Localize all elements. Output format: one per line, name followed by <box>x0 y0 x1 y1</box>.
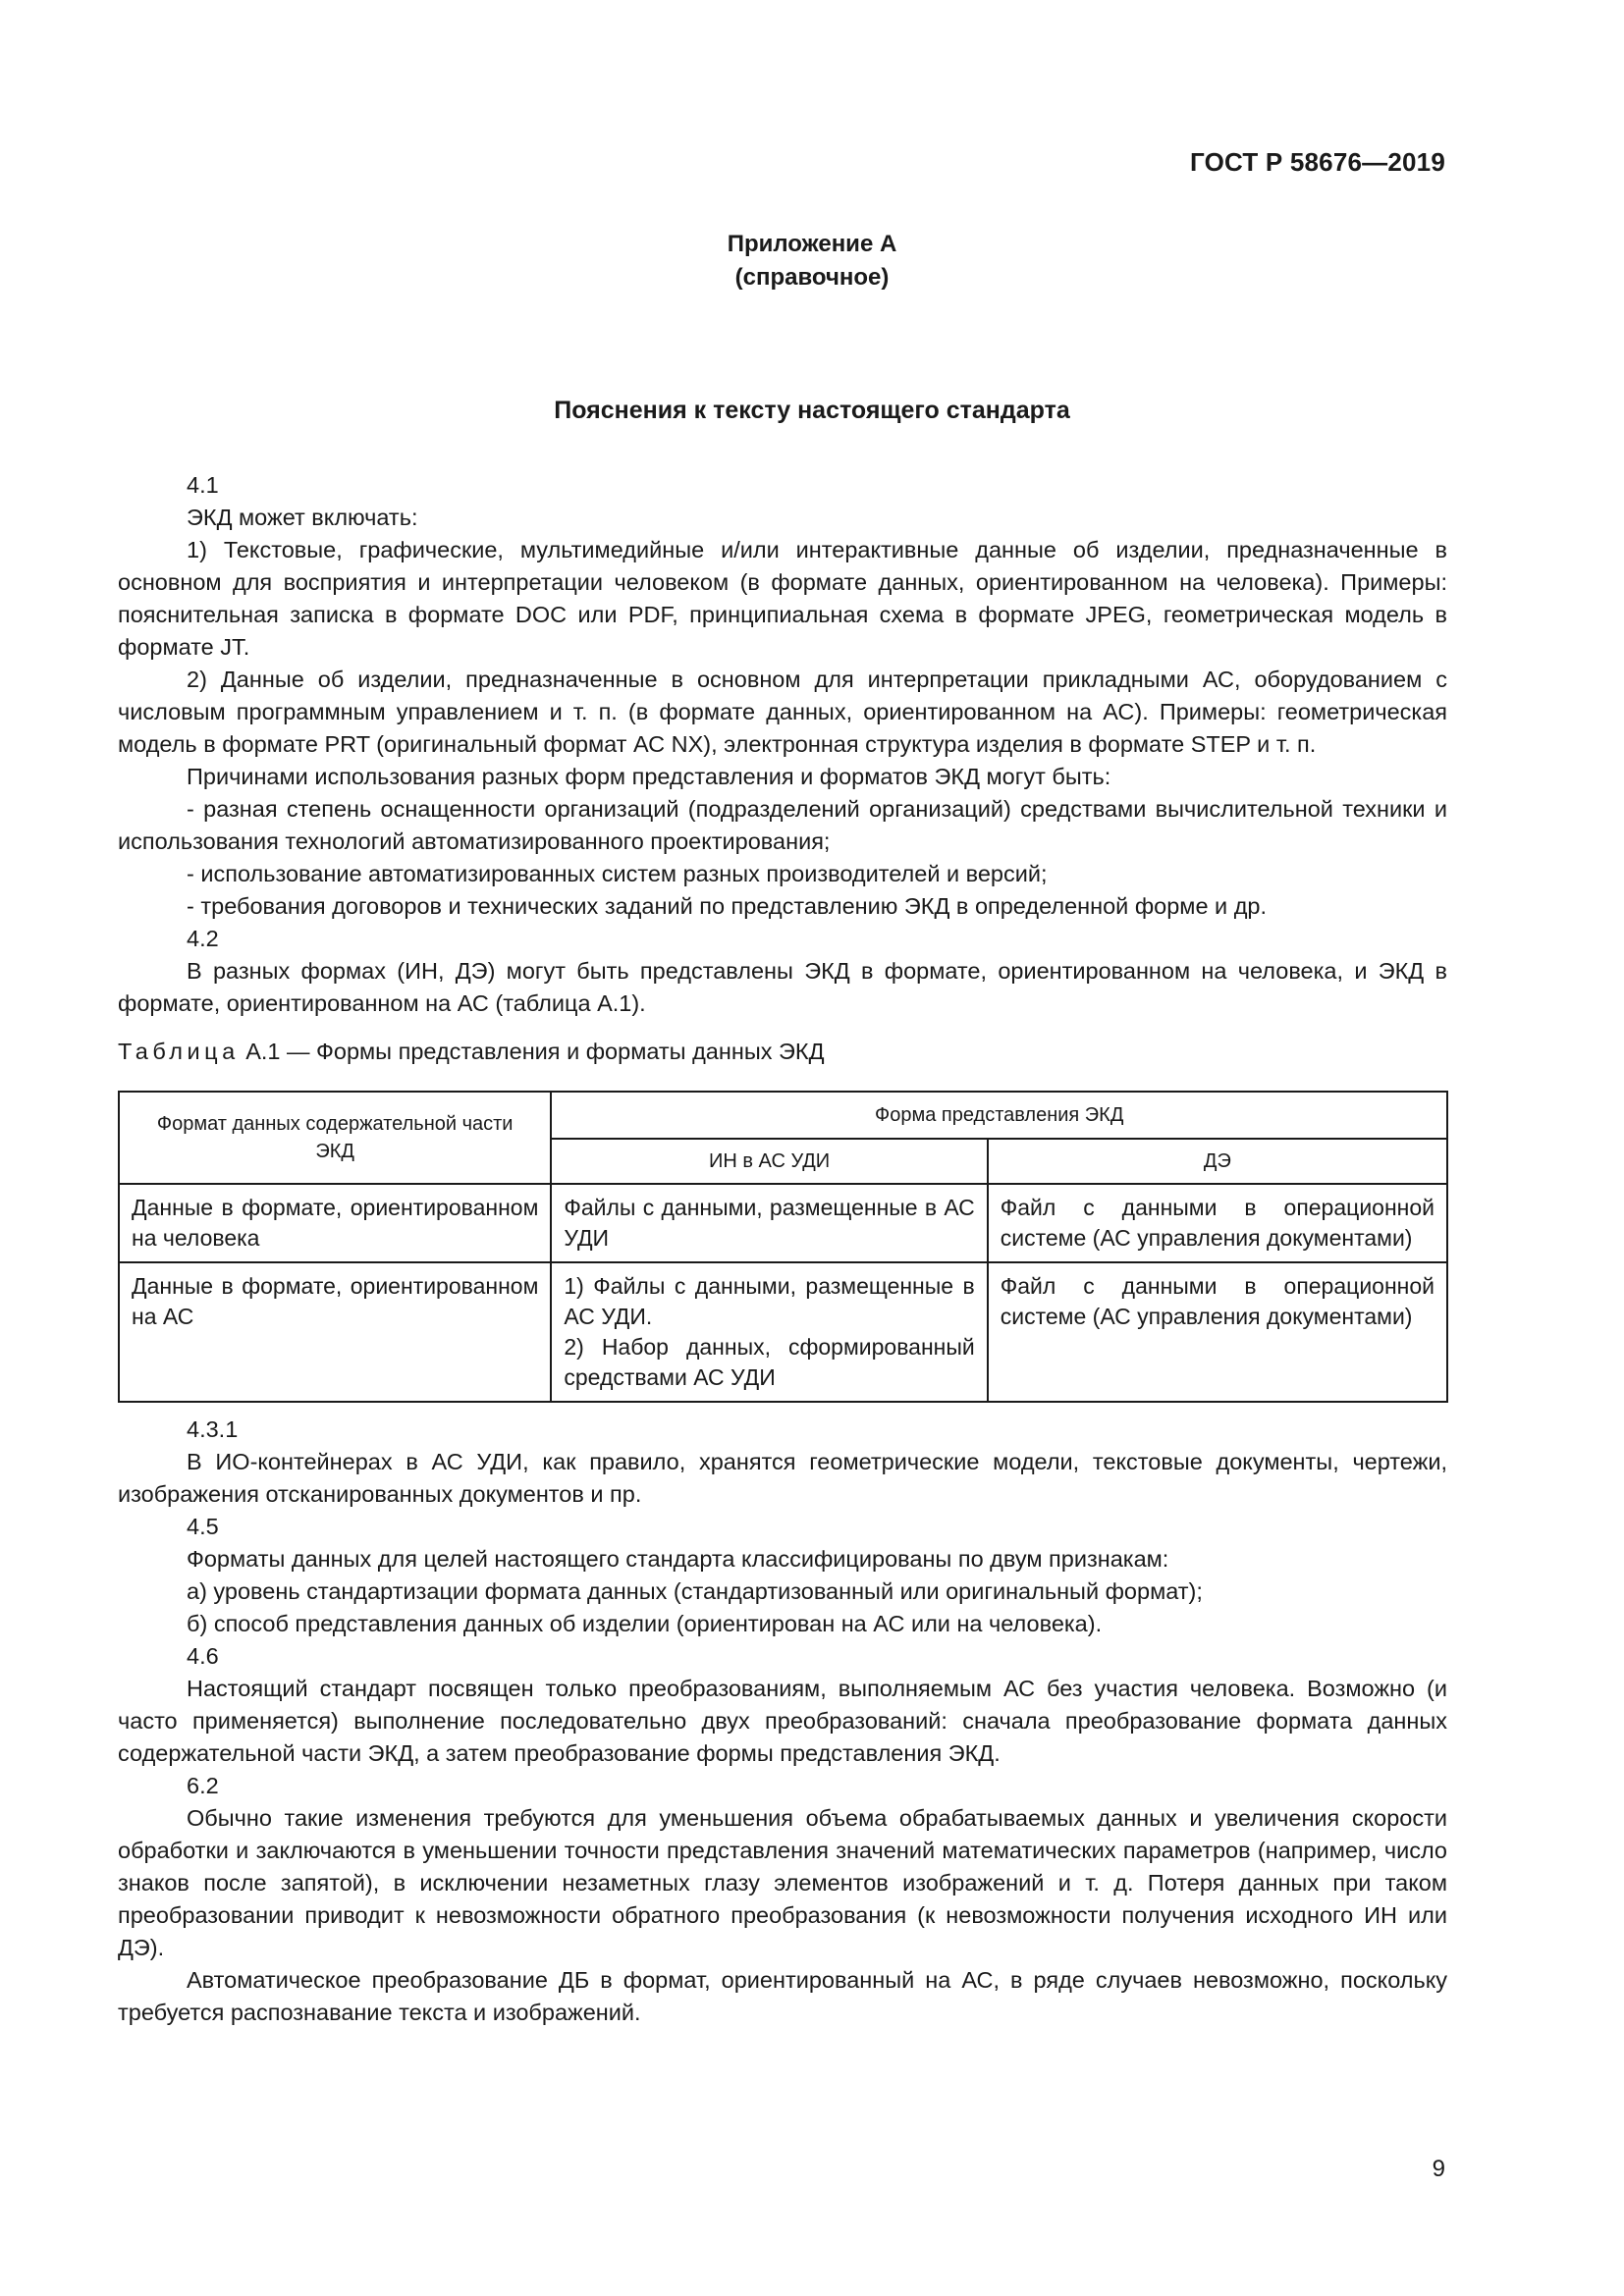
body-block-2 <box>118 1414 1447 2029</box>
paragraph: Причинами использования разных форм представления и форматов ЭКД могут быть: <box>187 764 1111 789</box>
appendix-heading <box>0 228 1624 294</box>
header-representation: Форма представления ЭКД <box>551 1092 1447 1139</box>
standard-code: ГОСТ Р 58676—2019 <box>1190 147 1445 177</box>
paragraph: 4.6 <box>187 1643 219 1669</box>
paragraph: - требования договоров и технических заданий по представлению ЭКД в определенной форме и др. <box>187 893 1268 919</box>
header-format: Формат данных содержательной части ЭКД <box>119 1092 551 1184</box>
cell-line: 1) Файлы с данными, размещенные в АС УДИ. <box>564 1273 975 1329</box>
appendix-label: Приложение А <box>727 231 897 257</box>
paragraph: Автоматическое преобразование ДБ в формат, ориентированный на АС, в ряде случаев невозможно, поскольку требуется распознавание текста и изображений. <box>118 1967 1447 2025</box>
table-header-row <box>119 1092 1447 1139</box>
paragraph: В разных формах (ИН, ДЭ) могут быть представлены ЭКД в формате, ориентированном на человека, и ЭКД в формате, ориентированном на АС (таблица А.1). <box>118 958 1447 1016</box>
paragraph: а) уровень стандартизации формата данных (стандартизованный или оригинальный формат); <box>187 1578 1203 1604</box>
paragraph: 4.2 <box>187 926 219 951</box>
table-cell: Файл с данными в операционной системе (АС управления документами) <box>988 1262 1447 1402</box>
paragraph: Настоящий стандарт посвящен только преобразованиям, выполняемым АС без участия человека. Возможно (и часто применяется) выполнение последовательно двух преобразований: сначала преобразование формата данных содержательной части ЭКД, а затем преобразование формы представления ЭКД. <box>118 1676 1447 1766</box>
table-cell: Данные в формате, ориентированном на человека <box>119 1184 551 1262</box>
paragraph: 1) Текстовые, графические, мультимедийные и/или интерактивные данные об изделии, предназначенные в основном для восприятия и интерпретации человеком (в формате данных, ориентированном на человека). Примеры: пояснительная записка в формате DOC или PDF, принципиальная схема в формате JPEG, геометрическая модель в формате JT. <box>118 537 1447 660</box>
cell-line: 2) Набор данных, сформированный средствами АС УДИ <box>564 1334 975 1390</box>
formats-table <box>118 1091 1448 1403</box>
paragraph: б) способ представления данных об изделии (ориентирован на АС или на человека). <box>187 1611 1103 1636</box>
table-caption <box>118 1039 825 1065</box>
cell-line: Файлы с данными, размещенные в АС УДИ <box>564 1195 975 1251</box>
paragraph: - разная степень оснащенности организаций (подразделений организаций) средствами вычислительной техники и использования технологий автоматизированного проектирования; <box>118 796 1447 854</box>
paragraph: ЭКД может включать: <box>187 505 418 530</box>
table-cell <box>551 1262 987 1402</box>
paragraph: Форматы данных для целей настоящего стандарта классифицированы по двум признакам: <box>187 1546 1169 1572</box>
paragraph: 6.2 <box>187 1773 219 1798</box>
paragraph: 4.3.1 <box>187 1416 239 1442</box>
paragraph: В ИО-контейнерах в АС УДИ, как правило, хранятся геометрические модели, текстовые документы, чертежи, изображения отсканированных документов и пр. <box>118 1449 1447 1507</box>
table-caption-label: Таблица <box>118 1039 240 1064</box>
section-title: Пояснения к тексту настоящего стандарта <box>554 397 1070 424</box>
paragraph: Обычно такие изменения требуются для уменьшения объема обрабатываемых данных и увеличения скорости обработки и заключаются в уменьшении точности представления значений математических параметров (например, число знаков после запятой), в исключении незаметных глазу элементов изображений и т. д. Потеря данных при таком преобразовании приводит к невозможности обратного преобразования (к невозможности получения исходного ИН или ДЭ). <box>118 1805 1447 1960</box>
body-block-1 <box>118 469 1447 1020</box>
table-row <box>119 1184 1447 1262</box>
table-row <box>119 1262 1447 1402</box>
paragraph: 4.1 <box>187 472 219 498</box>
appendix-type: (справочное) <box>734 264 890 291</box>
header-in-as-udi: ИН в АС УДИ <box>551 1139 987 1184</box>
table-cell: Файл с данными в операционной системе (АС управления документами) <box>988 1184 1447 1262</box>
table-cell <box>551 1184 987 1262</box>
page-number: 9 <box>1432 2156 1445 2182</box>
paragraph: - использование автоматизированных систем разных производителей и версий; <box>187 861 1048 886</box>
paragraph: 4.5 <box>187 1514 219 1539</box>
header-de: ДЭ <box>988 1139 1447 1184</box>
table-cell: Данные в формате, ориентированном на АС <box>119 1262 551 1402</box>
table-caption-text: А.1 — Формы представления и форматы данных ЭКД <box>245 1039 825 1064</box>
paragraph: 2) Данные об изделии, предназначенные в основном для интерпретации прикладными АС, оборудованием с числовым программным управлением и т. п. (в формате данных, ориентированном на АС). Примеры: геометрическая модель в формате PRT (оригинальный формат АС NX), электронная структура изделия в формате STEP и т. п. <box>118 667 1447 757</box>
